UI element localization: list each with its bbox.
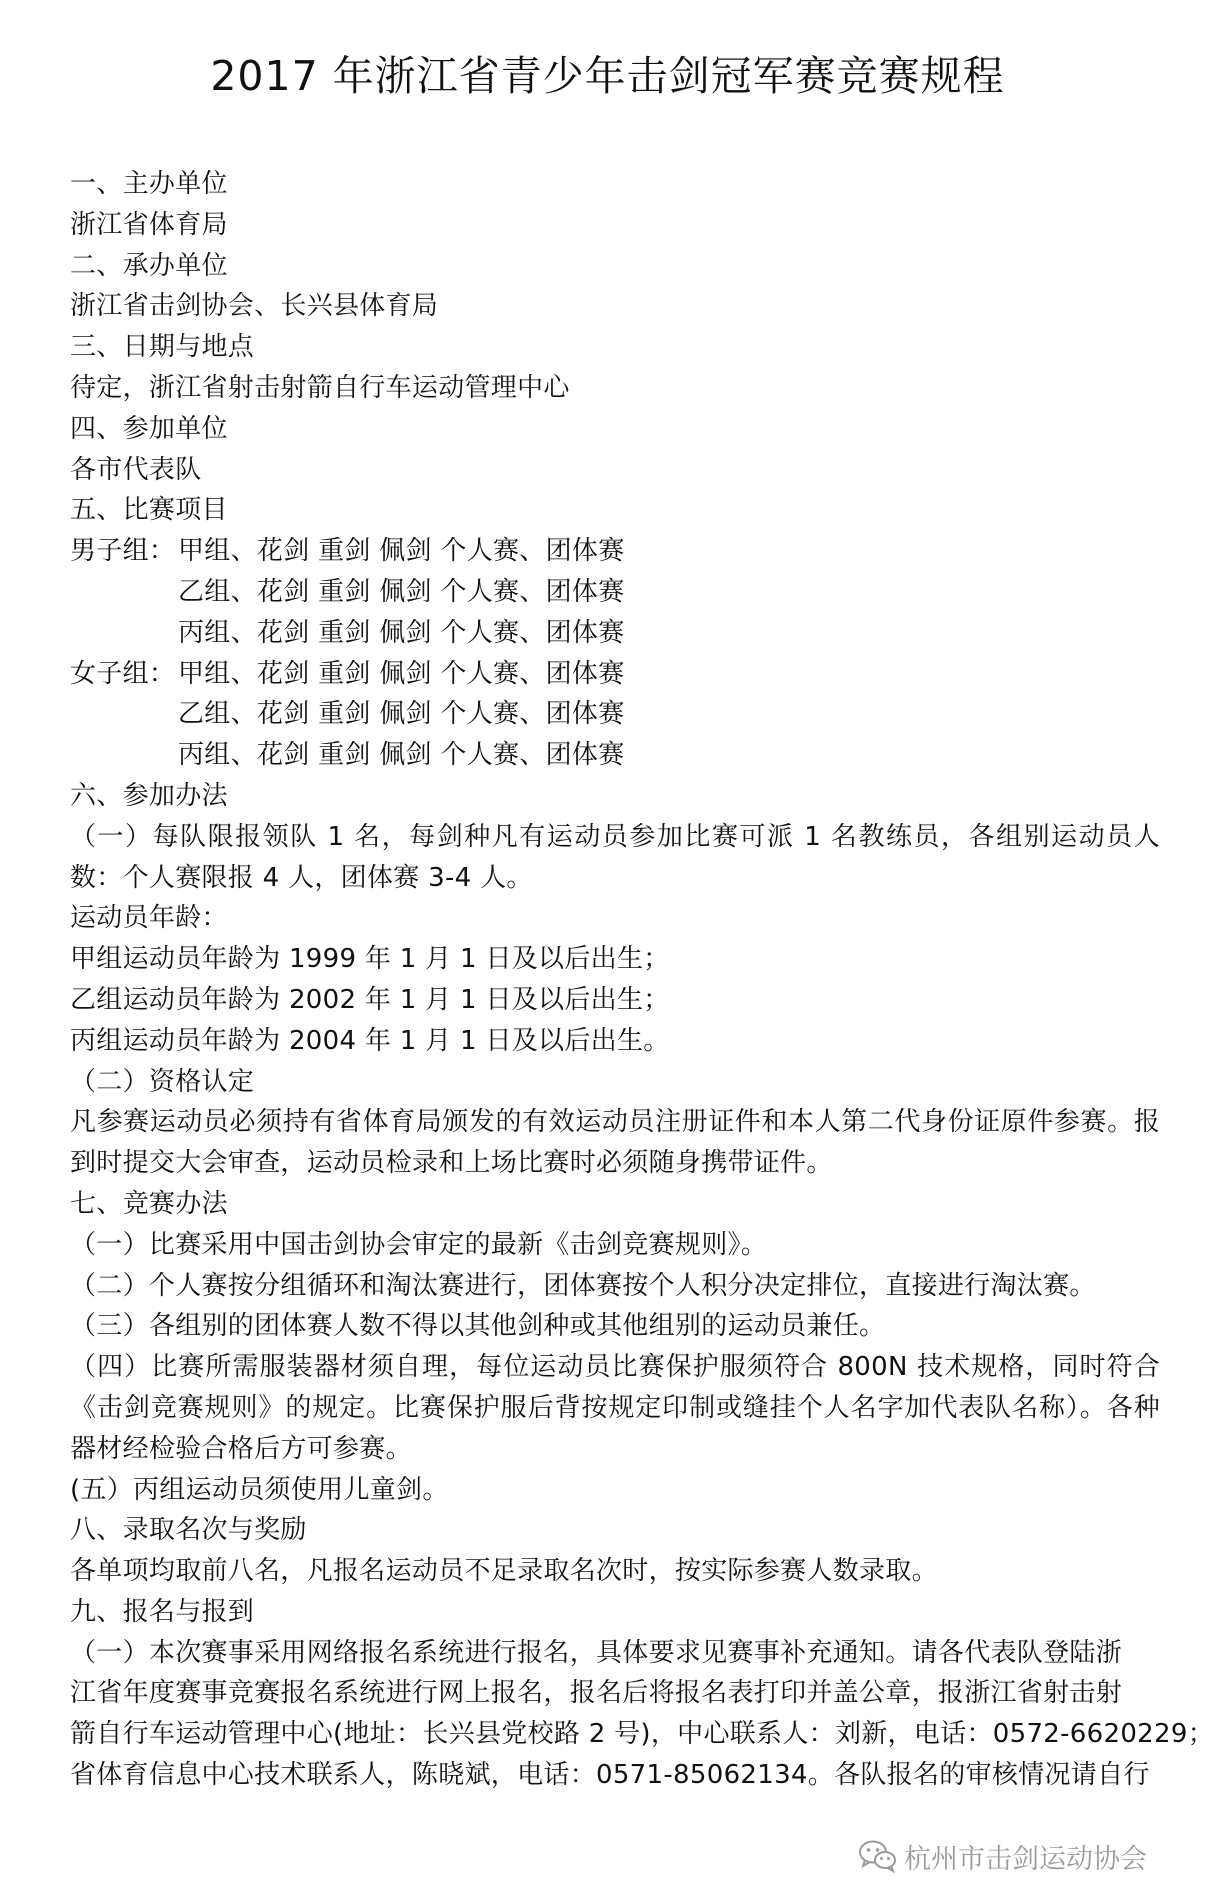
- organizer-text: 浙江省体育局: [70, 209, 228, 240]
- age-heading: 运动员年龄：: [70, 903, 228, 934]
- event-row-text: 乙组、花剑 重剑 佩剑 个人赛、团体赛: [178, 576, 625, 607]
- women-event-row-jia: [70, 654, 1160, 695]
- wechat-icon: [858, 1839, 898, 1873]
- registration-line-3: 箭自行车运动管理中心(地址：长兴县党校路 2 号)，中心联系人：刘新，电话：0572-6620229；: [70, 1719, 1215, 1750]
- section-heading-registration: 九、报名与报到: [70, 1596, 255, 1627]
- document-title: 2017 年浙江省青少年击剑冠军赛竞赛规程: [210, 52, 1005, 100]
- section-heading-organizer: 一、主办单位: [70, 169, 228, 199]
- entry-quota-paragraph: （一）每队限报领队 1 名，每剑种凡有运动员参加比赛可派 1 名教练员，各组别运动员人数：个人赛限报 4 人，团体赛 3-4 人。: [70, 821, 1160, 893]
- participants-text: 各市代表队: [70, 454, 202, 485]
- registration-line-2: 江省年度赛事竞赛报名系统进行网上报名，报名后将报名表打印并盖公章，报浙江省射击射: [70, 1678, 1123, 1709]
- age-rule-yi: 乙组运动员年龄为 2002 年 1 月 1 日及以后出生；: [70, 984, 670, 1015]
- section-heading-participants: 四、参加单位: [70, 413, 228, 444]
- section-heading-competition-method: 七、竞赛办法: [70, 1188, 228, 1219]
- event-row-text: 甲组、花剑 重剑 佩剑 个人赛、团体赛: [178, 536, 625, 567]
- women-group-label: 女子组：: [70, 658, 176, 689]
- women-event-row-bing: [70, 735, 1160, 776]
- registration-line-4: 省体育信息中心技术联系人，陈晓斌，电话：0571-85062134。各队报名的审核情况请自行: [70, 1760, 1150, 1791]
- competition-rule-3: （三）各组别的团体赛人数不得以其他剑种或其他组别的运动员兼任。: [70, 1311, 886, 1342]
- men-group-label: 男子组：: [70, 536, 176, 567]
- document-body: [70, 164, 1215, 1796]
- event-row-text: 丙组、花剑 重剑 佩剑 个人赛、团体赛: [178, 740, 625, 771]
- watermark: [858, 1836, 1147, 1876]
- registration-line-1: （一）本次赛事采用网络报名系统进行报名，具体要求见赛事补充通知。请各代表队登陆浙: [70, 1637, 1123, 1668]
- section-heading-date-venue: 三、日期与地点: [70, 332, 255, 363]
- men-event-row-yi: [70, 572, 1160, 613]
- competition-rule-1: （一）比赛采用中国击剑协会审定的最新《击剑竞赛规则》。: [70, 1229, 768, 1260]
- qualification-paragraph: 凡参赛运动员必须持有省体育局颁发的有效运动员注册证件和本人第二代身份证原件参赛。报到时提交大会审查，运动员检录和上场比赛时必须随身携带证件。: [70, 1107, 1160, 1179]
- age-rule-jia: 甲组运动员年龄为 1999 年 1 月 1 日及以后出生；: [70, 944, 670, 975]
- section-heading-events: 五、比赛项目: [70, 495, 228, 526]
- section-heading-ranking-awards: 八、录取名次与奖励: [70, 1515, 307, 1546]
- competition-rule-4: （四）比赛所需服装器材须自理，每位运动员比赛保护服须符合 800N 技术规格，同时符合《击剑竞赛规则》的规定。比赛保护服后背按规定印制或缝挂个人名字加代表队名称）。各种器材经检验合格后方可参赛。: [70, 1352, 1160, 1464]
- competition-rule-5: (五）丙组运动员须使用儿童剑。: [70, 1474, 449, 1505]
- men-event-row-jia: [70, 531, 1160, 572]
- date-venue-text: 待定，浙江省射击射箭自行车运动管理中心: [70, 372, 570, 403]
- section-heading-entry-method: 六、参加办法: [70, 780, 228, 811]
- competition-rule-2: （二）个人赛按分组循环和淘汰赛进行，团体赛按个人积分决定排位，直接进行淘汰赛。: [70, 1270, 1096, 1301]
- qualification-heading: （二）资格认定: [70, 1066, 255, 1097]
- event-row-text: 丙组、花剑 重剑 佩剑 个人赛、团体赛: [178, 617, 625, 648]
- event-row-text: 甲组、花剑 重剑 佩剑 个人赛、团体赛: [178, 658, 625, 689]
- section-heading-host: 二、承办单位: [70, 250, 228, 281]
- event-row-text: 乙组、花剑 重剑 佩剑 个人赛、团体赛: [178, 699, 625, 730]
- women-event-row-yi: [70, 694, 1160, 735]
- ranking-awards-text: 各单项均取前八名，凡报名运动员不足录取名次时，按实际参赛人数录取。: [70, 1556, 938, 1587]
- host-text: 浙江省击剑协会、长兴县体育局: [70, 291, 439, 322]
- watermark-text: 杭州市击剑运动协会: [904, 1843, 1147, 1875]
- men-event-row-bing: [70, 613, 1160, 654]
- age-rule-bing: 丙组运动员年龄为 2004 年 1 月 1 日及以后出生。: [70, 1025, 670, 1056]
